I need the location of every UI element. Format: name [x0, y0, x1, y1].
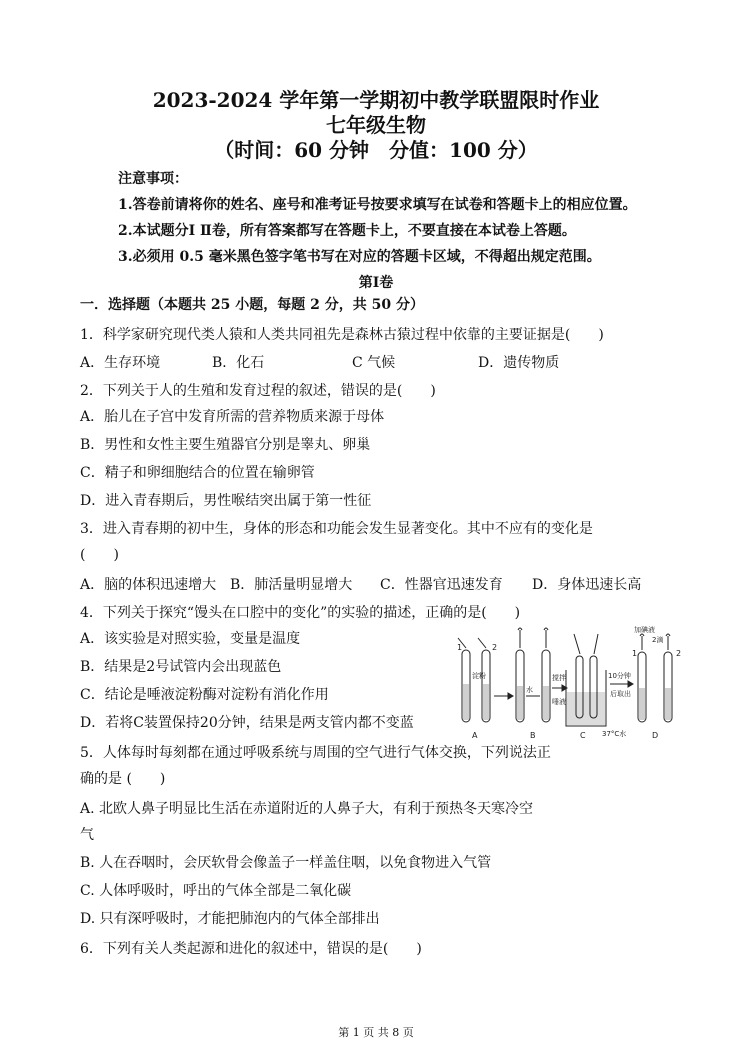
tube-label-d2: 2 [676, 649, 682, 658]
question-6-stem: 6．下列有关人类起源和进化的叙述中，错误的是( ) [80, 941, 422, 957]
option-b: B．肺活量明显增大 [230, 577, 353, 593]
option-a: A．生存环境 [80, 355, 161, 371]
time-score-line: （时间：60 分钟 分值：100 分） [214, 138, 538, 162]
question-2-option-c: C．精子和卵细胞结合的位置在输卵管 [80, 465, 315, 481]
question-4-option-c: C．结论是唾液淀粉酶对淀粉有消化作用 [80, 687, 329, 703]
subject-title: 七年级生物 [326, 113, 426, 137]
question-5-stem-cont: 确的是 ( ) [80, 771, 166, 787]
option-d: D．身体迅速长高 [532, 577, 642, 593]
saliva-label: 唾液 [552, 698, 566, 706]
panel-label-a: A [472, 731, 478, 740]
question-5-stem: 5．人体每时每刻都在通过呼吸系统与周围的空气进行气体交换，下列说法正 [80, 745, 551, 761]
question-5-option-b: B. 人在吞咽时，会厌软骨会像盖子一样盖住咽，以免食物进入气管 [80, 855, 492, 871]
exam-title: 2023-2024 学年第一学期初中教学联盟限时作业 [152, 88, 600, 112]
question-5-option-d: D. 只有深呼吸时，才能把肺泡内的气体全部排出 [80, 911, 380, 927]
question-4-option-d: D．若将C装置保持20分钟，结果是两支管内都不变蓝 [80, 715, 414, 731]
option-b: B．化石 [212, 355, 265, 371]
question-2-option-b: B．男性和女性主要生殖器官分别是睾丸、卵巢 [80, 437, 371, 453]
takeout-label: 后取出 [610, 690, 631, 698]
panel-label-c: C [580, 731, 586, 740]
question-2-option-d: D．进入青春期后，男性喉结突出属于第一性征 [80, 493, 372, 509]
tube-label-d1: 1 [632, 649, 638, 658]
notice-item-3: 3.必须用 0.5 毫米黑色签字笔书写在对应的答题卡区域，不得超出规定范围。 [118, 249, 601, 265]
temp-label: 37°C水 [602, 730, 627, 738]
tube-label-a2: 2 [492, 643, 498, 652]
option-a: A．脑的体积迅速增大 [80, 577, 217, 593]
water-label: 水 [526, 686, 533, 694]
notice-item-1: 1.答卷前请将你的姓名、座号和准考证号按要求填写在试卷和答题卡上的相应位置。 [118, 197, 637, 213]
section-heading: 一．选择题（本题共 25 小题，每题 2 分，共 50 分） [80, 297, 424, 313]
drops-label: 2滴 [652, 636, 664, 644]
notice-item-2: 2.本试题分Ⅰ Ⅱ卷，所有答案都写在答题卡上，不要直接在本试卷上答题。 [118, 223, 576, 239]
tube-label-a1: 1 [457, 643, 463, 652]
minutes-label: 10分钟 [608, 672, 631, 680]
option-c: C 气候 [352, 355, 396, 371]
question-1-stem: 1．科学家研究现代类人猿和人类共同祖先是森林古猿过程中依靠的主要证据是( ) [80, 327, 604, 343]
volume-title: 第Ⅰ卷 [358, 275, 394, 291]
question-5-option-c: C. 人体呼吸时，呼出的气体全部是二氧化碳 [80, 883, 352, 899]
panel-label-d: D [652, 731, 659, 740]
page-footer: 第 1 页 共 8 页 [338, 1026, 414, 1039]
question-5-option-a: A. 北欧人鼻子明显比生活在赤道附近的人鼻子大，有利于预热冬天寒冷空 [80, 801, 534, 817]
question-3-stem: 3．进入青春期的初中生，身体的形态和功能会发生显著变化。其中不应有的变化是 [80, 521, 593, 537]
question-4-stem: 4．下列关于探究“馒头在口腔中的变化”的实验的描述，正确的是( ) [80, 605, 521, 621]
question-2-option-a: A．胎儿在子宫中发育所需的营养物质来源于母体 [80, 409, 385, 425]
question-4-option-a: A．该实验是对照实验，变量是温度 [80, 631, 301, 647]
question-3-options [80, 576, 641, 594]
option-d: D．遗传物质 [478, 355, 560, 371]
question-3-stem-cont: ( ) [80, 547, 119, 563]
experiment-figure [452, 626, 684, 744]
stir-label: 搅拌 [552, 674, 566, 682]
question-1-options [80, 354, 559, 372]
question-2-stem: 2．下列关于人的生殖和发育过程的叙述，错误的是( ) [80, 383, 436, 399]
iodine-label: 加碘液 [634, 626, 655, 634]
notice-heading: 注意事项： [118, 171, 188, 187]
option-c: C．性器官迅速发育 [380, 577, 503, 593]
question-5-option-a-cont: 气 [80, 827, 94, 843]
starch-label: 淀粉 [472, 672, 486, 680]
question-4-option-b: B．结果是2号试管内会出现蓝色 [80, 659, 282, 675]
panel-label-b: B [530, 731, 536, 740]
